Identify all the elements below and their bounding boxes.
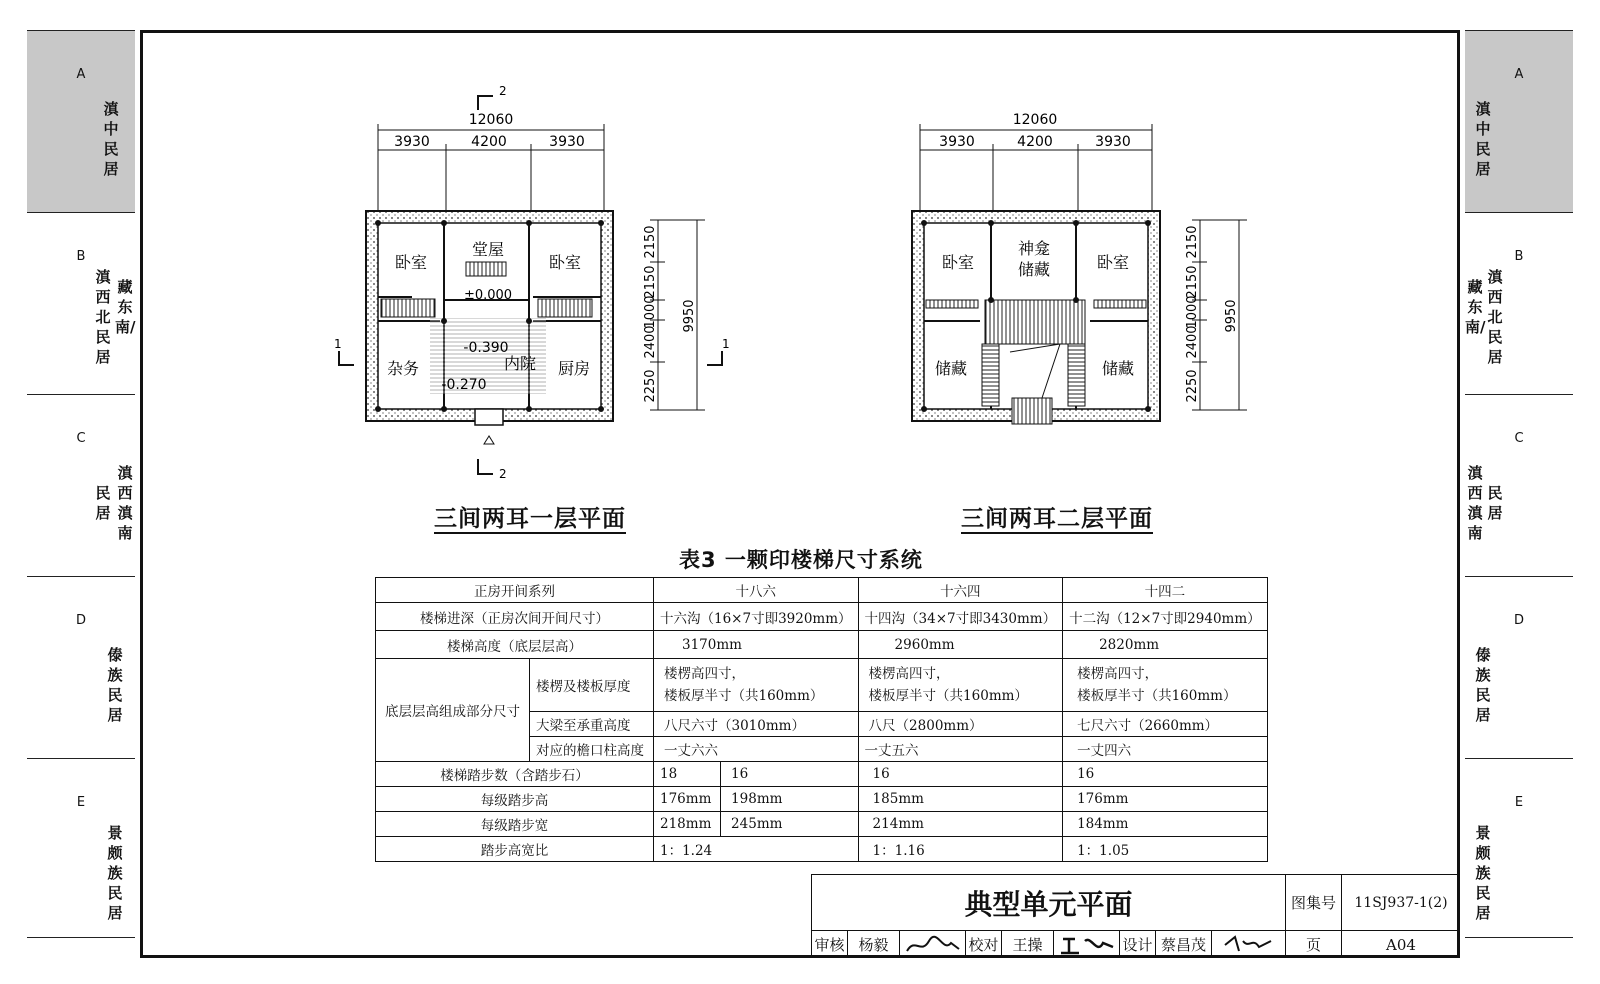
table-row <box>376 631 1268 659</box>
table-cell: 八尺六寸（3010mm） <box>654 712 859 737</box>
plan2-room-bedroom-left: 卧室 <box>941 253 975 272</box>
table-cell: 18 <box>654 762 721 787</box>
plan1-dim-1: 3930 <box>394 134 430 150</box>
table-cell: 楼梯踏步数（含踏步石） <box>376 762 654 787</box>
plan1-room-courtyard: 内院 <box>503 354 537 373</box>
table-cell: 3170mm <box>654 631 859 659</box>
drawing-title: 典型单元平面 <box>811 874 1285 930</box>
table-cell: 245mm <box>721 812 859 837</box>
table-cell: 十六四 <box>858 578 1063 603</box>
table-cell: 198mm <box>721 787 859 812</box>
table-cell: 2820mm <box>1063 631 1268 659</box>
tab-label: 滇西滇南 <box>117 464 133 542</box>
plan1-level-3: -0.270 <box>441 377 487 393</box>
plan1-room-kitchen: 厨房 <box>557 359 591 378</box>
table-cell: 16 <box>721 762 859 787</box>
design-label: 设计 <box>1119 930 1155 958</box>
tab-label: 傣族民居 <box>1475 646 1491 724</box>
plan1-dim-2: 4200 <box>471 134 507 150</box>
checker-name: 王操 <box>1001 930 1053 958</box>
cell-line: 楼板厚半寸（共160mm） <box>868 688 1028 704</box>
tab-label: 藏东南/ <box>1465 278 1486 336</box>
plan1-vdim-5: 2250 <box>643 369 658 403</box>
table-cell: 一丈四六 <box>1063 737 1268 762</box>
page-label: 页 <box>1285 930 1341 958</box>
signature-mark <box>1057 933 1117 957</box>
reviewer-name: 杨毅 <box>847 930 899 958</box>
plan2-vdim-1: 2150 <box>1185 225 1200 259</box>
plan1-dim-3: 3930 <box>549 134 585 150</box>
plan2-room-storage-left: 储藏 <box>934 359 968 378</box>
plan2-title: 三间两耳二层平面 <box>961 506 1153 532</box>
plan1-title: 三间两耳一层平面 <box>434 506 626 532</box>
table-cell: 楼楞及楼板厚度 <box>530 659 654 712</box>
plan1-vdim-2: 2150 <box>643 265 658 299</box>
signature-mark <box>903 933 963 957</box>
atlas-number: 11SJ937-1(2) <box>1341 874 1460 930</box>
plan1-room-bedroom-right: 卧室 <box>548 253 582 272</box>
plan2-dim-3: 3930 <box>1095 134 1131 150</box>
plan2-vdim-2: 2150 <box>1185 265 1200 299</box>
table-cell: 1：1.16 <box>858 837 1063 862</box>
table-row <box>376 812 1268 837</box>
plan1-section-mark-left: 1 <box>334 337 342 351</box>
tab-letter: C <box>76 431 86 446</box>
table-row <box>376 659 1268 712</box>
table-cell: 每级踏步高 <box>376 787 654 812</box>
review-label: 审核 <box>811 930 847 958</box>
table-cell: 一丈六六 <box>654 737 859 762</box>
table-cell: 一丈五六 <box>858 737 1063 762</box>
tab-letter: C <box>1514 431 1524 446</box>
tab-label: 滇西北民居 <box>95 268 111 366</box>
tab-letter: E <box>76 795 86 810</box>
plan1-level-1: ±0.000 <box>463 288 513 303</box>
plan1-vdim-4: 2400 <box>643 325 658 359</box>
designer-signature <box>1211 930 1285 958</box>
tab-label: 傣族民居 <box>107 646 123 724</box>
table-cell: 214mm <box>858 812 1063 837</box>
tab-label: 滇中民居 <box>103 100 119 178</box>
plan2-room-storage-right: 储藏 <box>1101 359 1135 378</box>
cell-line: 楼楞高四寸， <box>1077 666 1159 682</box>
plan2-dim-1: 3930 <box>939 134 975 150</box>
plan2-room-shrine: 神龛 <box>1017 239 1051 258</box>
table-cell: 八尺（2800mm） <box>858 712 1063 737</box>
table-cell: 底层层高组成部分尺寸 <box>376 659 530 762</box>
plan1-room-bedroom-left: 卧室 <box>394 253 428 272</box>
table-row <box>376 603 1268 631</box>
plan2-vdim-5: 2250 <box>1185 369 1200 403</box>
table-row <box>376 837 1268 862</box>
plan2-room-bedroom-right: 卧室 <box>1096 253 1130 272</box>
table-cell: 楼梯高度（底层层高） <box>376 631 654 659</box>
designer-name: 蔡昌茂 <box>1155 930 1211 958</box>
table-cell: 正房开间系列 <box>376 578 654 603</box>
checker-signature <box>1053 930 1119 958</box>
plan2-room-storage-top: 储藏 <box>1017 260 1051 279</box>
tab-letter: B <box>1514 249 1524 264</box>
tab-label: 滇中民居 <box>1475 100 1491 178</box>
table-cell <box>654 659 859 712</box>
plan1-dim-total: 12060 <box>468 112 514 128</box>
tab-letter: A <box>1514 67 1524 82</box>
table-cell: 十八六 <box>654 578 859 603</box>
table-cell: 184mm <box>1063 812 1268 837</box>
tab-letter: D <box>75 613 86 628</box>
table-cell: 218mm <box>654 812 721 837</box>
plan2-vdim-total: 9950 <box>1224 299 1239 333</box>
table-cell: 2960mm <box>858 631 1063 659</box>
table-cell: 185mm <box>858 787 1063 812</box>
plan2-dim-2: 4200 <box>1017 134 1053 150</box>
tab-label: 民居 <box>95 484 111 522</box>
plan1-room-utility: 杂务 <box>386 359 420 378</box>
plan1-room-hall: 堂屋 <box>471 240 505 259</box>
table-cell: 十二沟（12×7寸即2940mm） <box>1063 603 1268 631</box>
table-cell: 对应的檐口柱高度 <box>530 737 654 762</box>
table-cell: 十六沟（16×7寸即3920mm） <box>654 603 859 631</box>
table-cell: 十四二 <box>1063 578 1268 603</box>
plan1-section-mark-top: 2 <box>499 84 507 98</box>
plan1-section-mark-right: 1 <box>722 337 730 351</box>
table-title: 表3 一颗印楼梯尺寸系统 <box>679 548 923 572</box>
table-row <box>376 762 1268 787</box>
table-cell: 176mm <box>654 787 721 812</box>
reviewer-signature <box>899 930 965 958</box>
table-cell: 大梁至承重高度 <box>530 712 654 737</box>
table-cell: 十四沟（34×7寸即3430mm） <box>858 603 1063 631</box>
table-cell <box>1063 659 1268 712</box>
table-cell: 楼梯进深（正房次间开间尺寸） <box>376 603 654 631</box>
plan1-vdim-total: 9950 <box>682 299 697 333</box>
plan1-vdim-3: 1000 <box>643 295 658 329</box>
cell-line: 楼板厚半寸（共160mm） <box>1077 688 1237 704</box>
tab-letter: A <box>76 67 86 82</box>
atlas-label: 图集号 <box>1285 874 1341 930</box>
title-block <box>811 874 1460 958</box>
table-row <box>376 787 1268 812</box>
plan2-vdim-4: 2400 <box>1185 325 1200 359</box>
table-cell: 1：1.05 <box>1063 837 1268 862</box>
plan1-section-mark-bottom: 2 <box>499 467 507 481</box>
cell-line: 楼楞高四寸， <box>868 666 950 682</box>
tab-letter: D <box>1513 613 1524 628</box>
table-header-row <box>376 578 1268 603</box>
tab-label: 景颇族民居 <box>107 824 123 922</box>
table-cell: 每级踏步宽 <box>376 812 654 837</box>
plan1-level-2: -0.390 <box>463 340 509 356</box>
stair-spec-table <box>375 577 1268 862</box>
signature-mark <box>1219 933 1279 957</box>
plan1-vdim-1: 2150 <box>643 225 658 259</box>
check-label: 校对 <box>965 930 1001 958</box>
tab-label: 民居 <box>1487 484 1503 522</box>
plan2-vdim-3: 1000 <box>1185 295 1200 329</box>
table-cell: 踏步高宽比 <box>376 837 654 862</box>
table-cell: 176mm <box>1063 787 1268 812</box>
tab-label: 景颇族民居 <box>1475 824 1491 922</box>
tab-label: 滇西北民居 <box>1487 268 1503 366</box>
table-cell: 七尺六寸（2660mm） <box>1063 712 1268 737</box>
tab-letter: B <box>76 249 86 264</box>
table-cell <box>858 659 1063 712</box>
cell-line: 楼板厚半寸（共160mm） <box>664 688 824 704</box>
page-number: A04 <box>1341 930 1460 958</box>
tab-letter: E <box>1514 795 1524 810</box>
table-cell: 1：1.24 <box>654 837 859 862</box>
plan2-dim-total: 12060 <box>1012 112 1058 128</box>
tab-label: 滇西滇南 <box>1467 464 1483 542</box>
table-cell: 16 <box>858 762 1063 787</box>
table-cell: 16 <box>1063 762 1268 787</box>
tab-label: 藏东南/ <box>115 278 136 336</box>
cell-line: 楼楞高四寸， <box>664 666 745 682</box>
